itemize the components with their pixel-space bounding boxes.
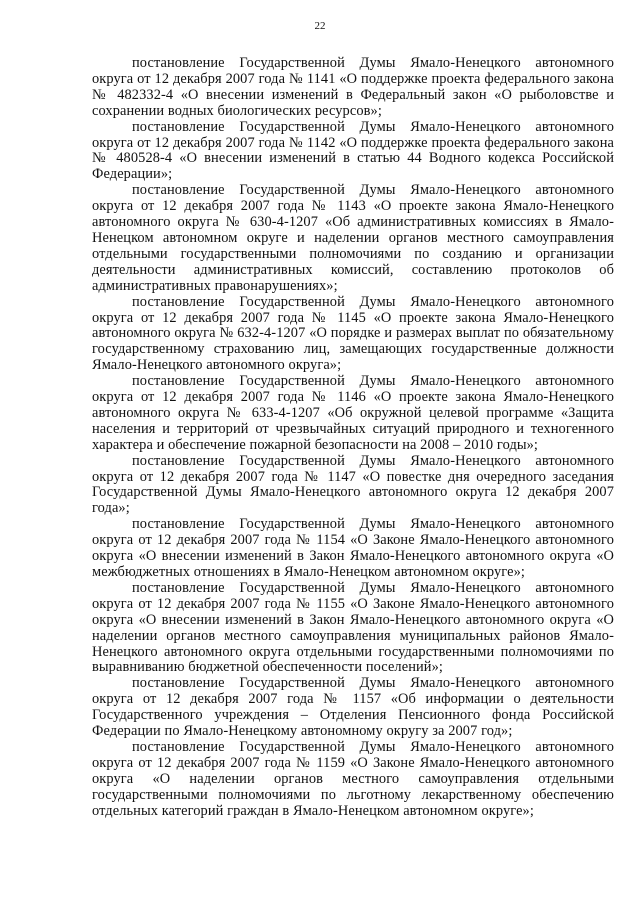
paragraph: постановление Государственной Думы Ямало-Ненецкого автономного округа от 12 декабря 2007 года № 1155 «О Законе Ямало-Ненецкого автономного округа «О внесении изменений в Закон Ямало-Ненецкого автономного округа «О наделении органов местного самоуправления муниципальных районов Ямало-Ненецкого автономного округа отдельными государственными полномочиями по выравниванию бюджетной обеспеченности поселений»; bbox=[92, 579, 614, 676]
paragraph: постановление Государственной Думы Ямало-Ненецкого автономного округа от 12 декабря 2007 года № 1154 «О Законе Ямало-Ненецкого автономного округа «О внесении изменений в Закон Ямало-Ненецкого автономного округа «О межбюджетных отношениях в Ямало-Ненецком автономном округе»; bbox=[92, 516, 614, 580]
paragraph: постановление Государственной Думы Ямало-Ненецкого автономного округа от 12 декабря 2007 года № 1145 «О проекте закона Ямало-Ненецкого автономного округа № 632-4-1207 «О порядке и размерах выплат по обязательному государственному страхованию лиц, замещающих государственные должности Ямало-Ненецкого автономного округа»; bbox=[92, 293, 614, 374]
paragraph: постановление Государственной Думы Ямало-Ненецкого автономного округа от 12 декабря 2007 года № 1157 «Об информации о деятельности Государственного учреждения – Отделения Пенсионного фонда Российской Федерации по Ямало-Ненецкому автономному округу за 2007 год»; bbox=[92, 675, 614, 740]
page-number: 22 bbox=[314, 20, 326, 32]
document-body bbox=[92, 56, 614, 820]
paragraph: постановление Государственной Думы Ямало-Ненецкого автономного округа от 12 декабря 2007 года № 1147 «О повестке дня очередного заседания Государственной Думы Ямало-Ненецкого автономного округа 12 декабря 2007 года»; bbox=[92, 452, 614, 517]
paragraph: постановление Государственной Думы Ямало-Ненецкого автономного округа от 12 декабря 2007 года № 1159 «О Законе Ямало-Ненецкого автономного округа «О наделении органов местного самоуправления отдельными государственными полномочиями по льготному лекарственному обеспечению отдельных категорий граждан в Ямало-Ненецком автономном округе»; bbox=[92, 738, 614, 819]
paragraph: постановление Государственной Думы Ямало-Ненецкого автономного округа от 12 декабря 2007 года № 1143 «О проекте закона Ямало-Ненецкого автономного округа № 630-4-1207 «Об административных комиссиях в Ямало-Ненецком автономном округе и наделении органов местного самоуправления отдельными государственными полномочиями по созданию и организации деятельности административных комиссий, составлению протоколов об административных правонарушениях»; bbox=[92, 182, 614, 294]
paragraph: постановление Государственной Думы Ямало-Ненецкого автономного округа от 12 декабря 2007 года № 1141 «О поддержке проекта федерального закона № 482332-4 «О внесении изменений в Федеральный закон «О рыболовстве и сохранении водных биологических ресурсов»; bbox=[92, 55, 614, 119]
paragraph: постановление Государственной Думы Ямало-Ненецкого автономного округа от 12 декабря 2007 года № 1146 «О проекте закона Ямало-Ненецкого автономного округа № 633-4-1207 «Об окружной целевой программе «Защита населения и территорий от чрезвычайных ситуаций природного и техногенного характера и обеспечение пожарной безопасности на 2008 – 2010 годы»; bbox=[92, 373, 614, 453]
paragraph: постановление Государственной Думы Ямало-Ненецкого автономного округа от 12 декабря 2007 года № 1142 «О поддержке проекта федерального закона № 480528-4 «О внесении изменений в статью 44 Водного кодекса Российской Федерации»; bbox=[92, 118, 614, 183]
